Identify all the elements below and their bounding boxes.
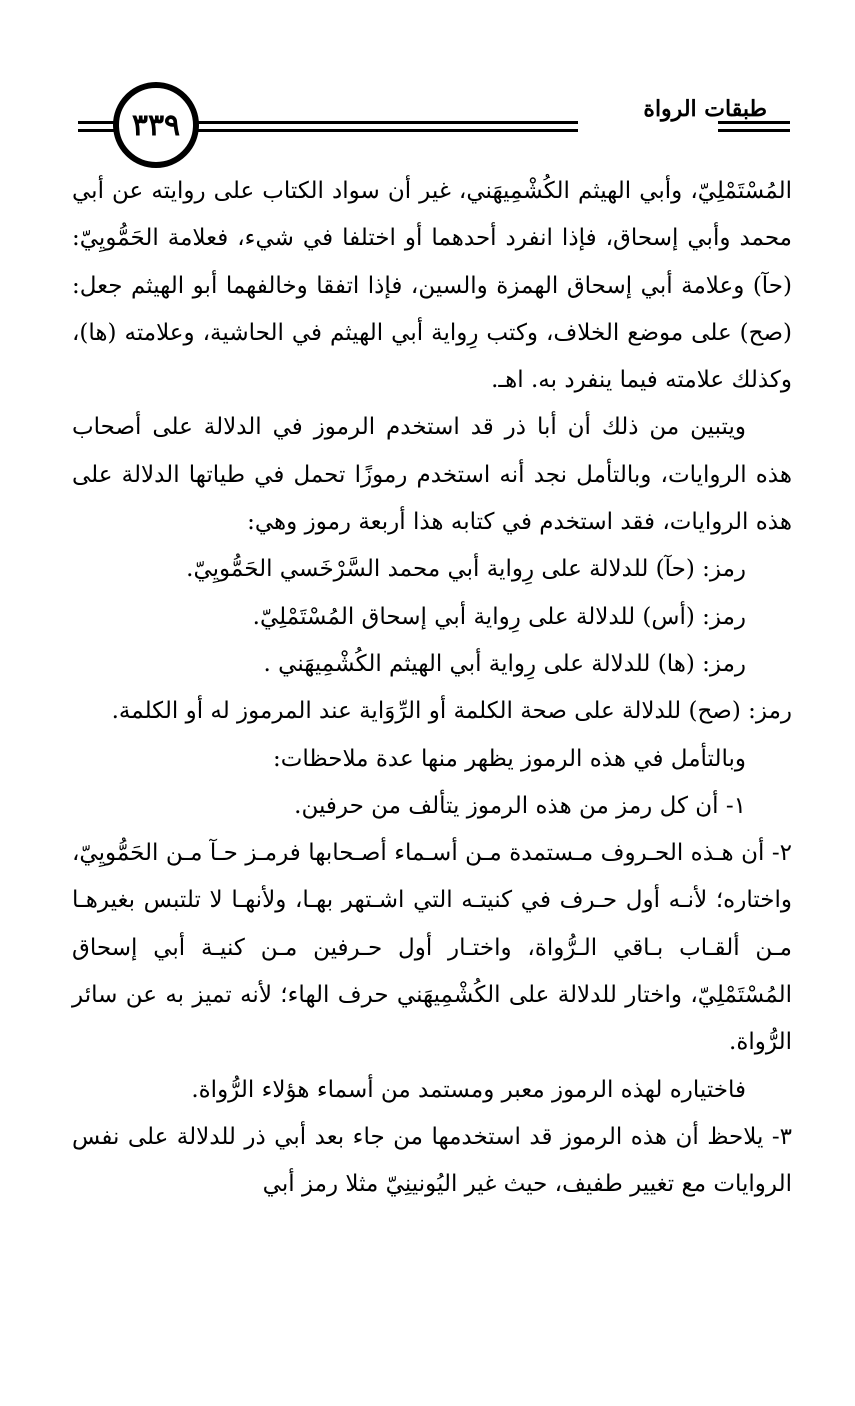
symbol-item: رمز: (حآ) للدلالة على رِواية أبي محمد السَّرْخَسي الحَمُّويِيّ. — [186, 556, 746, 583]
symbol-item: رمز: (أس) للدلالة على رِواية أبي إسحاق المُسْتَمْلِيّ. — [252, 603, 746, 630]
paragraph: المُسْتَمْلِيّ، وأبي الهيثم الكُشْمِيهَني، غير أن سواد الكتاب على روايته عن أبي محمد وأبي إسحاق، فإذا انفرد أحدهما أو اختلفا في شيء، فعلامة الحَمُّويِيّ: (حآ) وعلامة أبي إسحاق الهمزة والسين، فإذا اتفقا وخالفهما أبو الهيثم جعل: (صح) على موضع الخلاف، وكتب رِواية أبي الهيثم في الحاشية، وعلامته (ها)، وكذلك علامته فيما ينفرد به. اهـ. — [72, 178, 792, 394]
paragraph: ويتبين من ذلك أن أبا ذر قد استخدم الرموز في الدلالة على أصحاب هذه الروايات، وبالتأمل نجد أنه استخدم رموزًا تحمل في طياتها الدلالة على هذه الروايات، فقد استخدم في كتابه هذا أربعة رموز وهي: — [72, 414, 792, 536]
numbered-note: ٢- أن هـذه الحـروف مـستمدة مـن أسـماء أصـحابها فرمـز حـآ مـن الحَمُّويِيّ، واختاره؛ لأنـه أول حـرف في كنيتـه التي اشـتهر بهـا، ولأنهـا لا تلتبس بغيرهـا مـن ألقـاب بـاقي الـرُّواة، واختـار أول حـرفين مـن كنيـة أبي إسحاق المُسْتَمْلِيّ، واختار للدلالة على الكُشْمِيهَني حرف الهاء؛ لأنه تميز به عن سائر الرُّواة. — [72, 840, 792, 1056]
page-body — [72, 168, 792, 1209]
symbol-item: رمز: (صح) للدلالة على صحة الكلمة أو الرِّوَاية عند المرموز له أو الكلمة. — [111, 698, 792, 725]
running-title: طبقات الرواة — [643, 96, 767, 122]
numbered-note: ٣- يلاحظ أن هذه الرموز قد استخدمها من جاء بعد أبي ذر للدلالة على نفس الروايات مع تغيير طفيف، حيث غير اليُونينِيّ مثلا رمز أبي — [72, 1123, 792, 1198]
paragraph: وبالتأمل في هذه الرموز يظهر منها عدة ملاحظات: — [272, 745, 746, 772]
paragraph: فاختياره لهذه الرموز معبر ومستمد من أسماء هؤلاء الرُّواة. — [191, 1076, 746, 1103]
page-number: ٣٣٩ — [131, 107, 181, 143]
symbol-item: رمز: (ها) للدلالة على رِواية أبي الهيثم الكُشْمِيهَني . — [263, 650, 746, 677]
header-rule-middle-top — [190, 121, 578, 124]
page-header — [0, 82, 855, 182]
numbered-note: ١- أن كل رمز من هذه الرموز يتألف من حرفين. — [294, 792, 746, 819]
header-rule-middle-bottom — [190, 129, 578, 132]
header-rule-right-bottom — [718, 129, 790, 132]
page-number-circle — [113, 82, 199, 168]
